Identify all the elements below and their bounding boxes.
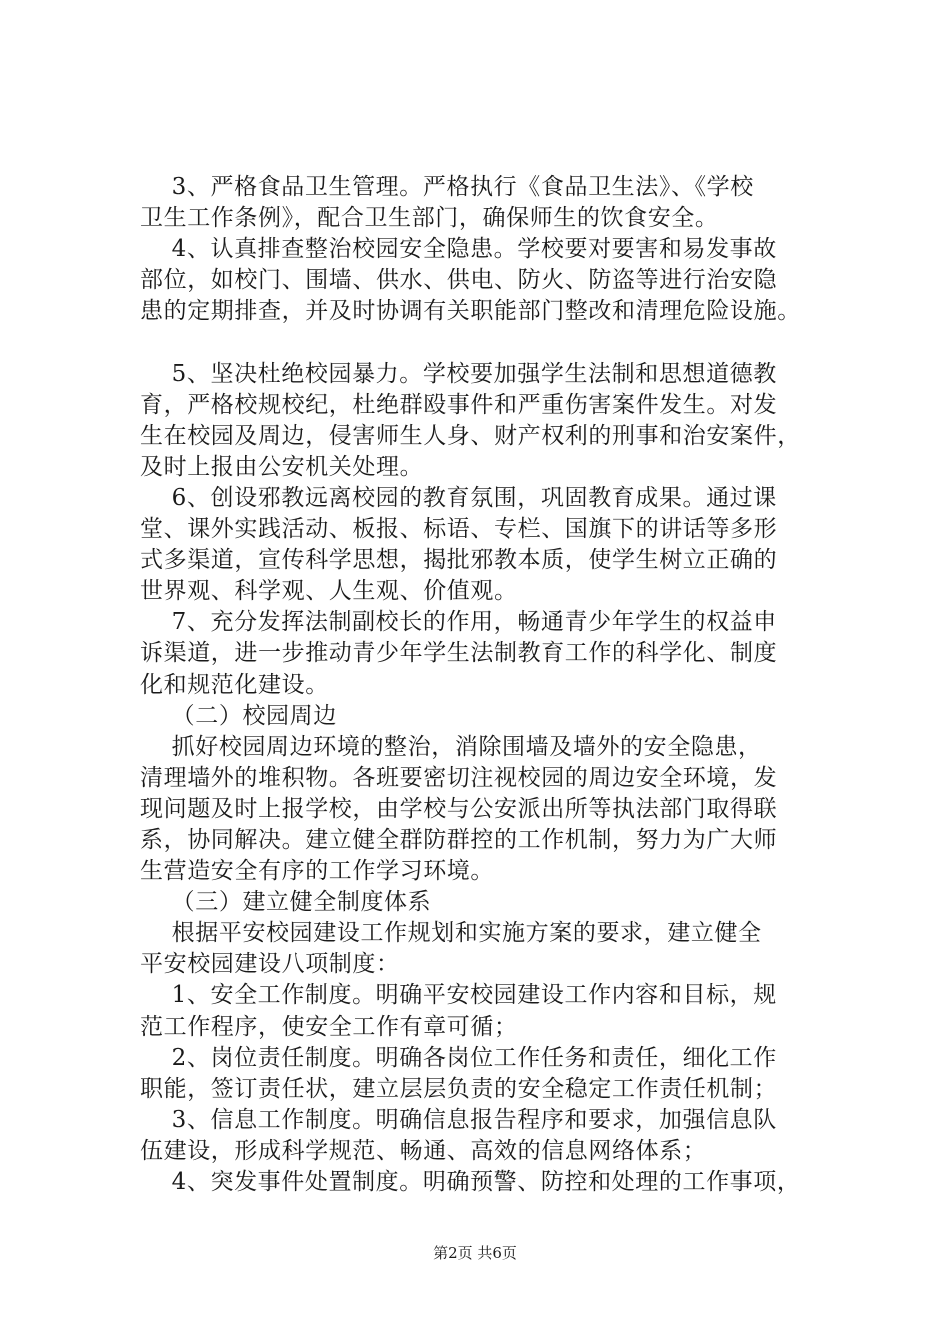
text-line: （二）校园周边 bbox=[140, 702, 337, 729]
text-line: 1、安全工作制度。明确平安校园建设工作内容和目标，规 bbox=[140, 982, 777, 1009]
text-line: 抓好校园周边环境的整治，消除围墙及墙外的安全隐患， bbox=[140, 733, 762, 760]
text-line: 6、创设邪教远离校园的教育氛围，巩固教育成果。通过课 bbox=[140, 484, 777, 511]
text-line: 生营造安全有序的工作学习环境。 bbox=[140, 858, 494, 885]
text-line: 4、认真排查整治校园安全隐患。学校要对要害和易发事故 bbox=[140, 236, 777, 263]
text-line: 卫生工作条例》，配合卫生部门，确保师生的饮食安全。 bbox=[140, 205, 719, 232]
text-line: 清理墙外的堆积物。各班要密切注视校园的周边安全环境，发 bbox=[140, 764, 778, 791]
text-line: 职能，签订责任状，建立层层负责的安全稳定工作责任机制； bbox=[140, 1075, 778, 1102]
text-line: 堂、课外实践活动、板报、标语、专栏、国旗下的讲话等多形 bbox=[140, 516, 778, 543]
text-line: （三）建立健全制度体系 bbox=[140, 889, 432, 916]
text-line: 2、岗位责任制度。明确各岗位工作任务和责任，细化工作 bbox=[140, 1044, 777, 1071]
text-line: 根据平安校园建设工作规划和实施方案的要求，建立健全 bbox=[140, 920, 762, 947]
text-line: 化和规范化建设。 bbox=[140, 671, 329, 698]
text-line: 部位，如校门、围墙、供水、供电、防火、防盗等进行治安隐 bbox=[140, 267, 778, 294]
text-line: 现问题及时上报学校，由学校与公安派出所等执法部门取得联 bbox=[140, 795, 778, 822]
document-body bbox=[140, 172, 852, 1198]
blank-line bbox=[140, 327, 852, 358]
page-footer: 第2页 共6页 bbox=[433, 1244, 517, 1262]
text-line: 患的定期排查，并及时协调有关职能部门整改和清理危险设施。 bbox=[140, 298, 801, 325]
text-line: 生在校园及周边，侵害师生人身、财产权利的刑事和治安案件， bbox=[140, 422, 801, 449]
text-line: 平安校园建设八项制度： bbox=[140, 951, 400, 978]
text-line: 育，严格校规校纪，杜绝群殴事件和严重伤害案件发生。对发 bbox=[140, 391, 778, 418]
text-line: 7、充分发挥法制副校长的作用，畅通青少年学生的权益申 bbox=[140, 609, 777, 636]
text-line: 4、突发事件处置制度。明确预警、防控和处理的工作事项， bbox=[140, 1169, 801, 1195]
text-line: 3、严格食品卫生管理。严格执行《食品卫生法》、《学校 bbox=[140, 174, 754, 200]
text-line: 世界观、科学观、人生观、价值观。 bbox=[140, 578, 518, 605]
text-line: 5、坚决杜绝校园暴力。学校要加强学生法制和思想道德教 bbox=[140, 360, 777, 387]
text-line: 式多渠道，宣传科学思想，揭批邪教本质，使学生树立正确的 bbox=[140, 547, 778, 574]
text-line: 伍建设，形成科学规范、畅通、高效的信息网络体系； bbox=[140, 1137, 707, 1164]
text-line: 系，协同解决。建立健全群防群控的工作机制，努力为广大师 bbox=[140, 826, 778, 853]
text-line: 及时上报由公安机关处理。 bbox=[140, 453, 424, 480]
text-line: 诉渠道，进一步推动青少年学生法制教育工作的科学化、制度 bbox=[140, 640, 778, 667]
text-line: 范工作程序，使安全工作有章可循； bbox=[140, 1013, 518, 1040]
text-line: 3、信息工作制度。明确信息报告程序和要求，加强信息队 bbox=[140, 1106, 777, 1133]
